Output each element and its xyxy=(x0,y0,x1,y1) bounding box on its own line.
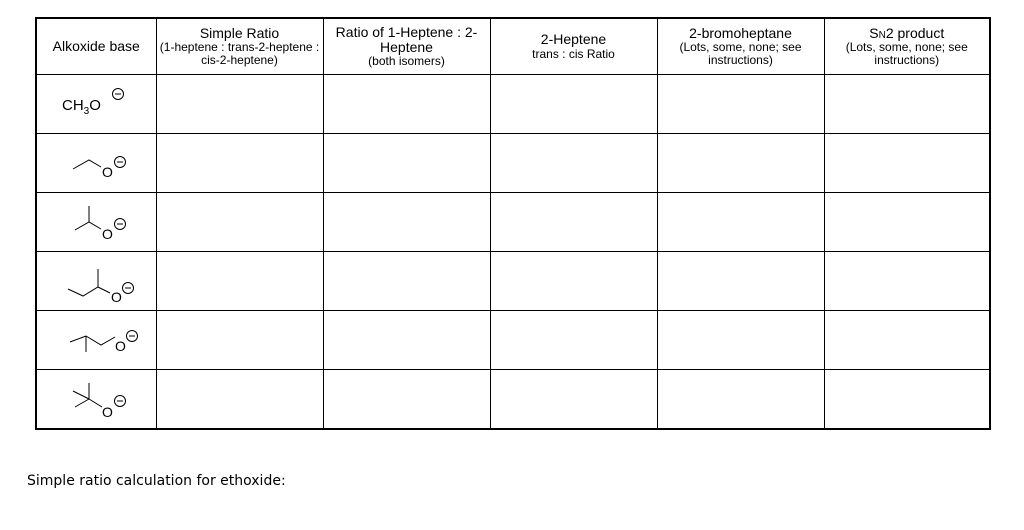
answer-cell[interactable] xyxy=(824,193,990,252)
answer-cell[interactable] xyxy=(490,75,657,134)
carbon-chain xyxy=(75,222,101,230)
worksheet-table xyxy=(35,17,991,430)
isopropoxide-structure xyxy=(51,198,141,246)
carbon-chain xyxy=(73,160,101,169)
answer-cell[interactable] xyxy=(657,193,824,252)
answer-cell[interactable] xyxy=(657,75,824,134)
answer-cell[interactable] xyxy=(657,252,824,311)
alkoxide-cell-ethoxide xyxy=(36,134,156,193)
table-row xyxy=(36,311,990,370)
table-row xyxy=(36,75,990,134)
answer-cell[interactable] xyxy=(156,134,323,193)
header-2-bromoheptane-label: 2-bromoheptane xyxy=(689,24,792,41)
oxygen-atom-label: O xyxy=(102,226,114,242)
answer-cell[interactable] xyxy=(490,134,657,193)
table-row xyxy=(36,134,990,193)
header-2-heptene-sub: trans : cis Ratio xyxy=(532,46,615,61)
answer-cell[interactable] xyxy=(156,370,323,430)
header-2-heptene-label: 2-Heptene xyxy=(540,31,607,48)
alkoxide-cell-sec-butoxide xyxy=(36,252,156,311)
answer-cell[interactable] xyxy=(490,370,657,430)
isobutoxide-structure xyxy=(46,316,146,364)
answer-cell[interactable] xyxy=(156,193,323,252)
header-sn2-product xyxy=(824,18,990,75)
table-row xyxy=(36,252,990,311)
answer-cell[interactable] xyxy=(824,134,990,193)
answer-cell[interactable] xyxy=(323,75,490,134)
answer-cell[interactable] xyxy=(156,311,323,370)
methoxide-structure xyxy=(56,84,136,124)
answer-cell[interactable] xyxy=(323,193,490,252)
sec-butoxide-structure xyxy=(46,257,146,305)
carbon-chain xyxy=(68,287,110,296)
answer-cell[interactable] xyxy=(490,252,657,311)
alkoxide-cell-isobutoxide xyxy=(36,311,156,370)
answer-cell[interactable] xyxy=(323,252,490,311)
answer-cell[interactable] xyxy=(824,75,990,134)
answer-cell[interactable] xyxy=(824,311,990,370)
header-ratio-1-heptene-sub: (both isomers) xyxy=(368,54,445,69)
table-row xyxy=(36,370,990,430)
alkoxide-cell-tert-butoxide xyxy=(36,370,156,430)
methyl-branch xyxy=(75,399,89,407)
answer-cell[interactable] xyxy=(824,252,990,311)
answer-cell[interactable] xyxy=(657,311,824,370)
ethoxide-structure xyxy=(51,141,141,185)
header-2-bromoheptane-sub: (Lots, some, none; see instructions) xyxy=(679,40,802,68)
answer-cell[interactable] xyxy=(156,75,323,134)
header-ratio-1-heptene xyxy=(323,18,490,75)
header-sn2-product-label xyxy=(825,26,990,41)
header-simple-ratio xyxy=(156,18,323,75)
header-simple-ratio-sub: (1-heptene : trans-2-heptene : cis-2-heptene) xyxy=(159,40,320,68)
alkoxide-cell-isopropoxide xyxy=(36,193,156,252)
answer-cell[interactable] xyxy=(323,370,490,430)
oxygen-atom-label: O xyxy=(102,164,114,180)
header-2-bromoheptane xyxy=(657,18,824,75)
header-sn2-product-sub: (Lots, some, none; see instructions) xyxy=(845,40,968,68)
sn2-prefix: S xyxy=(869,24,879,41)
answer-cell[interactable] xyxy=(323,311,490,370)
oxygen-atom-label: O xyxy=(115,338,127,354)
sn2-subscript: N xyxy=(878,29,886,41)
tert-butoxide-structure xyxy=(51,375,141,423)
answer-cell[interactable] xyxy=(657,370,824,430)
answer-cell[interactable] xyxy=(490,311,657,370)
alkoxide-cell-methoxide xyxy=(36,75,156,134)
sn2-suffix: 2 product xyxy=(885,24,945,41)
oxygen-atom-label: O xyxy=(111,289,123,305)
header-2-heptene xyxy=(490,18,657,75)
table-row xyxy=(36,193,990,252)
methoxide-formula: $CH_3O$ xyxy=(62,97,102,117)
answer-cell[interactable] xyxy=(657,134,824,193)
header-alkoxide-base xyxy=(36,18,156,75)
methyl-branch xyxy=(73,391,89,399)
oxygen-atom-label: O xyxy=(102,404,114,420)
header-ratio-1-heptene-label: Ratio of 1-Heptene : 2-Heptene xyxy=(335,23,478,55)
answer-cell[interactable] xyxy=(323,134,490,193)
answer-cell[interactable] xyxy=(824,370,990,430)
answer-cell[interactable] xyxy=(490,193,657,252)
answer-cell[interactable] xyxy=(156,252,323,311)
header-simple-ratio-label: Simple Ratio xyxy=(199,24,280,41)
header-row xyxy=(36,18,990,75)
ethoxide-calculation-prompt: Simple ratio calculation for ethoxide: xyxy=(27,473,286,489)
carbon-chain xyxy=(70,336,115,345)
header-alkoxide-base-label: Alkoxide base xyxy=(52,37,140,54)
carbon-oxygen-bond xyxy=(89,399,102,407)
